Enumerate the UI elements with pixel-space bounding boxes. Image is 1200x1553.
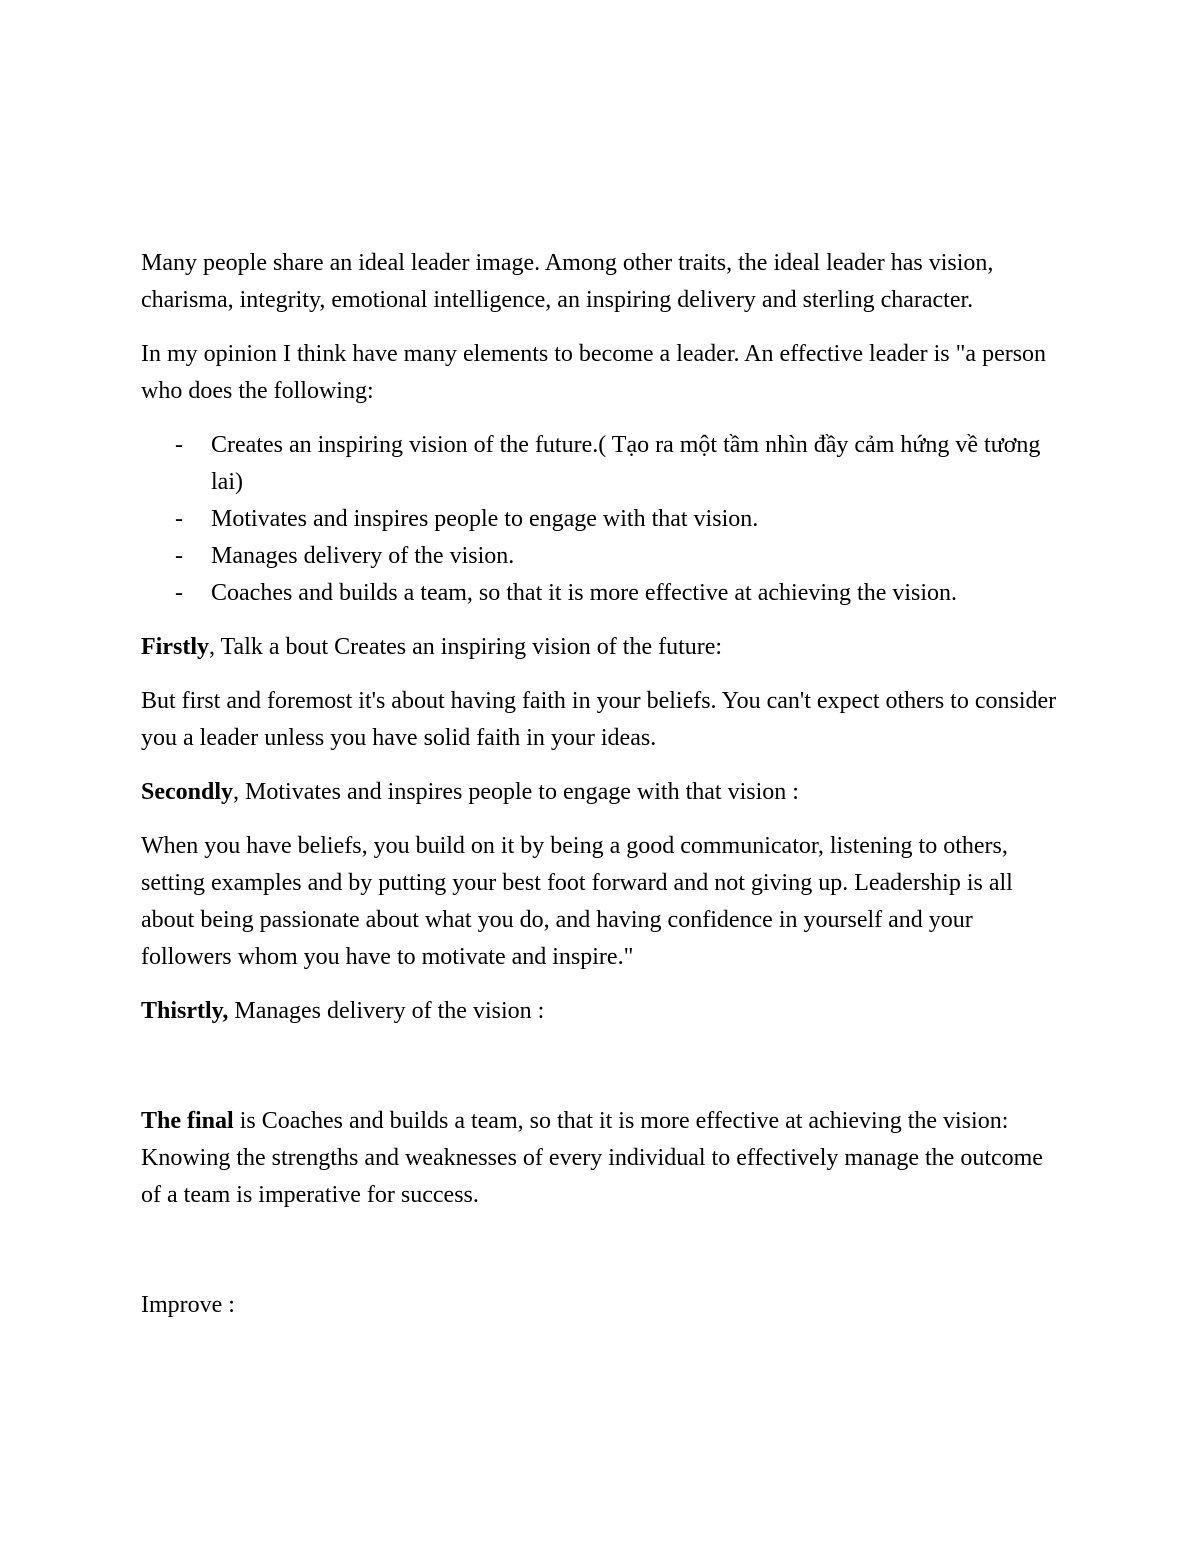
thirdly-label: Thisrtly, [141, 998, 229, 1024]
document-body [141, 245, 1066, 1341]
list-item [141, 427, 1066, 501]
final-paragraph [141, 1103, 1066, 1214]
list-item [141, 575, 1066, 612]
list-dash: - [175, 506, 183, 532]
secondly-label: Secondly [141, 779, 234, 805]
opinion-paragraph: In my opinion I think have many elements to become a leader. An effective leader is "a person who does the following: [141, 341, 1047, 404]
list-item-text: Creates an inspiring vision of the future.( Tạo ra một tầm nhìn đầy cảm hứng về tương lai) [211, 432, 1041, 495]
leader-traits-list [141, 427, 1066, 612]
secondly-heading [141, 774, 1066, 811]
improve-heading: Improve : [141, 1292, 235, 1318]
firstly-heading [141, 629, 1066, 666]
list-item [141, 501, 1066, 538]
list-dash: - [175, 432, 183, 458]
thirdly-heading [141, 993, 1066, 1030]
list-item-text: Manages delivery of the vision. [211, 543, 515, 569]
list-dash: - [175, 580, 183, 606]
firstly-label: Firstly [141, 634, 209, 660]
final-text: is Coaches and builds a team, so that it is more effective at achieving the vision: Knowing the strengths and weaknesses of every individual to effectively manage the outcome of a team is imperative for success. [141, 1108, 1043, 1208]
secondly-body: When you have beliefs, you build on it by being a good communicator, listening to others, setting examples and by putting your best foot forward and not giving up. Leadership is all about being passionate about what you do, and having confidence in yourself and your followers whom you have to motivate and inspire." [141, 833, 1013, 970]
list-item [141, 538, 1066, 575]
secondly-text: , Motivates and inspires people to engage with that vision : [233, 779, 799, 805]
blank-line [141, 1231, 1066, 1287]
intro-paragraph: Many people share an ideal leader image. Among other traits, the ideal leader has vision, charisma, integrity, emotional intelligence, an inspiring delivery and sterling character. [141, 250, 994, 313]
final-label: The final [141, 1108, 234, 1134]
list-item-text: Motivates and inspires people to engage with that vision. [211, 506, 759, 532]
firstly-text: , Talk a bout Creates an inspiring vision of the future: [208, 634, 723, 660]
list-dash: - [175, 543, 183, 569]
list-item-text: Coaches and builds a team, so that it is more effective at achieving the vision. [211, 580, 958, 606]
firstly-body: But first and foremost it's about having faith in your beliefs. You can't expect others to consider you a leader unless you have solid faith in your ideas. [141, 688, 1057, 751]
thirdly-text: Manages delivery of the vision : [228, 998, 545, 1024]
blank-line [141, 1047, 1066, 1103]
